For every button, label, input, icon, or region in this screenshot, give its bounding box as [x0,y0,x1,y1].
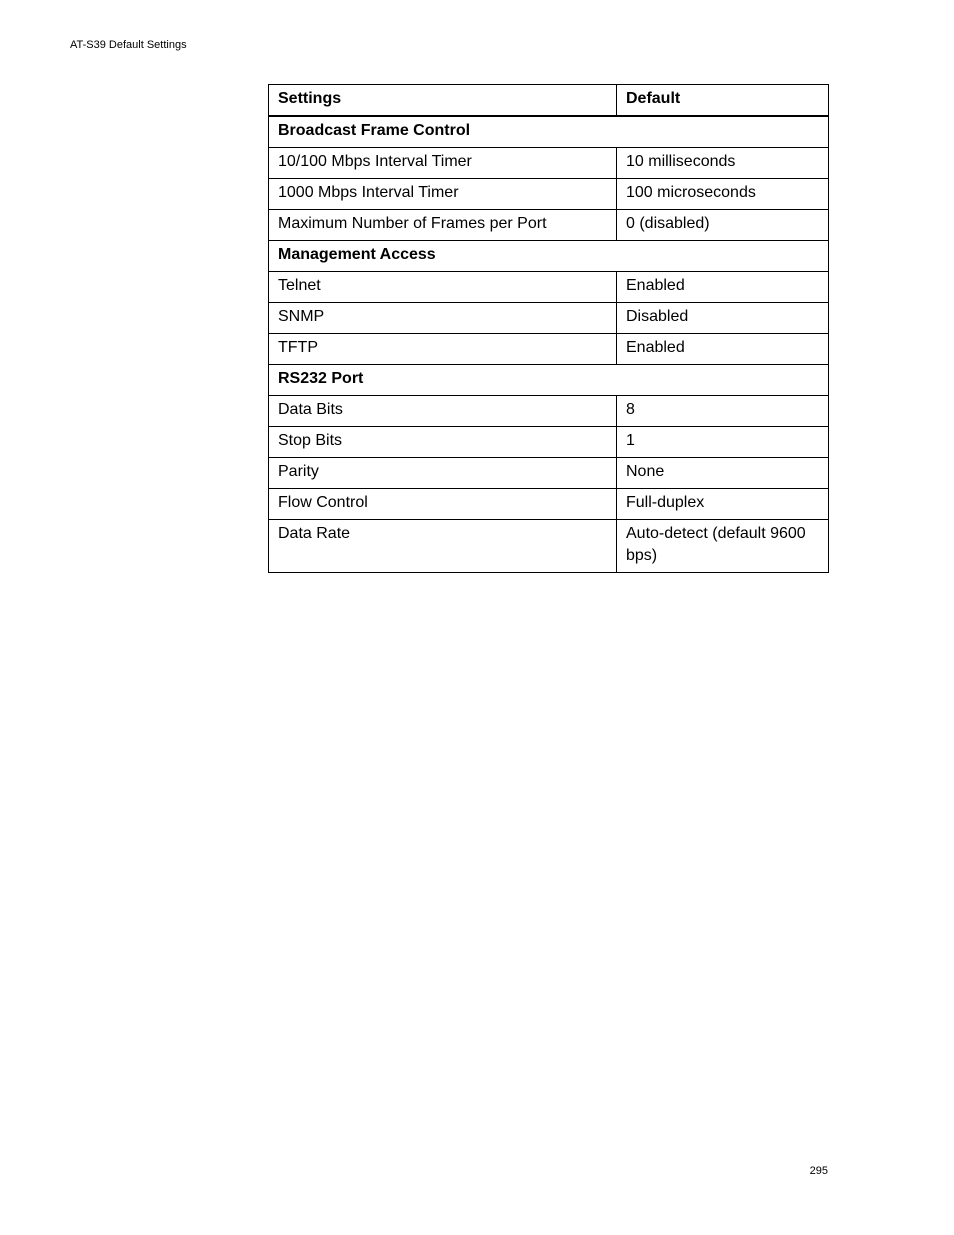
table-row [269,458,829,489]
table-header-row [269,85,829,117]
page-number: 295 [809,1165,828,1177]
table-row [269,520,829,573]
table-row [269,272,829,303]
setting-default: 100 microseconds [617,179,829,210]
table-row [269,396,829,427]
default-settings-table [268,84,829,573]
running-header: AT-S39 Default Settings [70,39,187,51]
setting-name: Data Bits [269,396,617,427]
setting-default: 1 [617,427,829,458]
setting-name: Telnet [269,272,617,303]
table-row [269,148,829,179]
table-row [269,179,829,210]
setting-default: Auto-detect (default 9600 bps) [617,520,829,573]
setting-default: 10 milliseconds [617,148,829,179]
setting-default: 8 [617,396,829,427]
setting-name: 1000 Mbps Interval Timer [269,179,617,210]
setting-name: TFTP [269,334,617,365]
setting-default: Enabled [617,272,829,303]
table-row [269,303,829,334]
section-row [269,241,829,272]
section-row [269,116,829,148]
column-header-settings: Settings [269,85,617,117]
setting-default: None [617,458,829,489]
setting-name: Data Rate [269,520,617,573]
setting-name: Parity [269,458,617,489]
setting-default: 0 (disabled) [617,210,829,241]
column-header-default: Default [617,85,829,117]
setting-default: Enabled [617,334,829,365]
setting-name: Flow Control [269,489,617,520]
setting-name: Maximum Number of Frames per Port [269,210,617,241]
setting-name: SNMP [269,303,617,334]
section-title: Management Access [269,241,829,272]
section-row [269,365,829,396]
setting-default: Full-duplex [617,489,829,520]
table-row [269,427,829,458]
table-row [269,489,829,520]
section-title: RS232 Port [269,365,829,396]
section-title: Broadcast Frame Control [269,116,829,148]
table-row [269,210,829,241]
setting-name: 10/100 Mbps Interval Timer [269,148,617,179]
setting-name: Stop Bits [269,427,617,458]
setting-default: Disabled [617,303,829,334]
table-row [269,334,829,365]
